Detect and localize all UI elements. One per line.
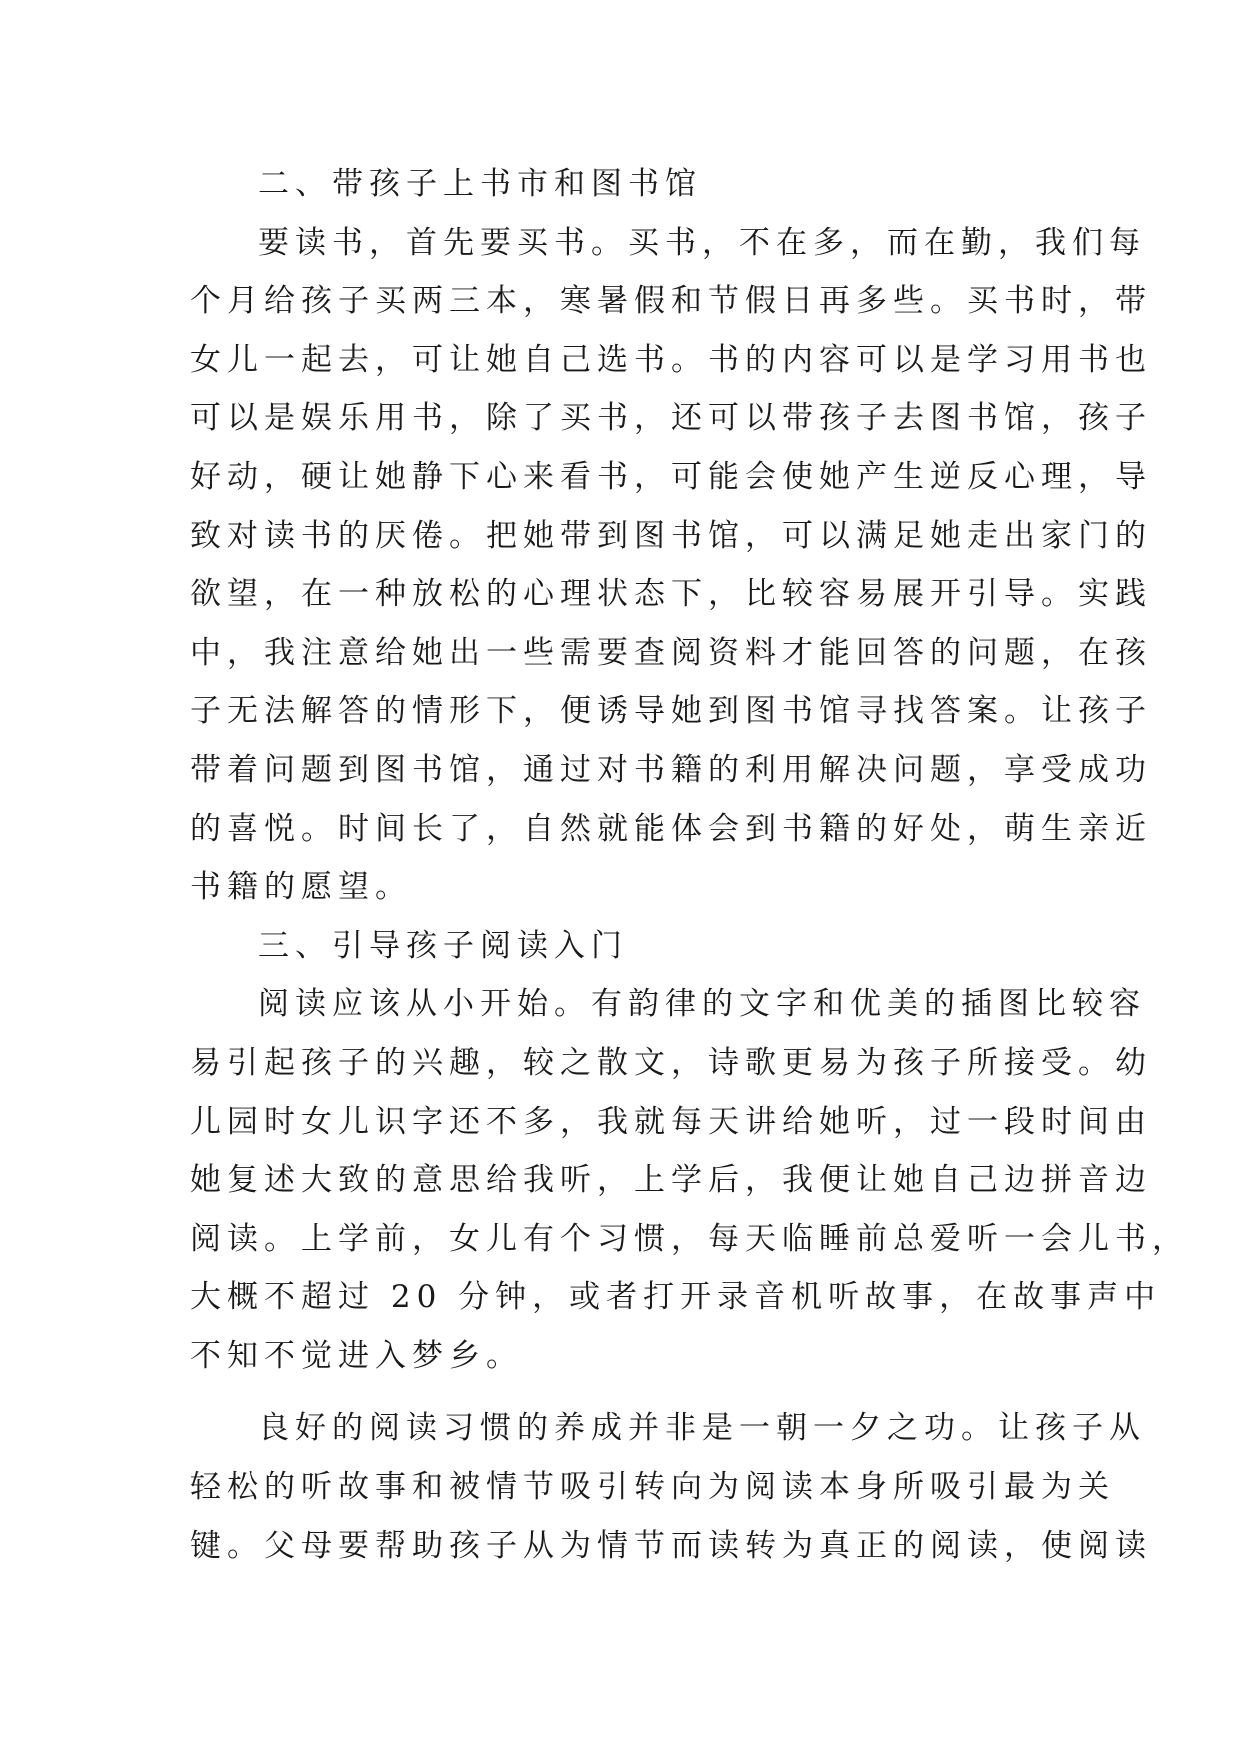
paragraph-line: 书籍的愿望。	[190, 869, 412, 906]
paragraph-line: 儿园时女儿识字还不多，我就每天讲给她听，过一段时间由	[190, 1103, 1152, 1140]
paragraph-line: 子无法解答的情形下，便诱导她到图书馆寻找答案。让孩子	[190, 693, 1152, 730]
paragraph-line: 女儿一起去，可让她自己选书。书的内容可以是学习用书也	[190, 341, 1152, 378]
paragraph-line: 阅读。上学前，女儿有个习惯，每天临睡前总爱听一会儿书，	[190, 1220, 1189, 1257]
paragraph-line: 大概不超过 20 分钟，或者打开录音机听故事，在故事声中	[190, 1279, 1162, 1316]
paragraph-line: 个月给孩子买两三本，寒暑假和节假日再多些。买书时，带	[190, 283, 1152, 320]
paragraph-line: 良好的阅读习惯的养成并非是一朝一夕之功。让孩子从	[258, 1410, 1146, 1447]
section-heading: 二、带孩子上书市和图书馆	[258, 166, 702, 202]
paragraph-line: 易引起孩子的兴趣，较之散文，诗歌更易为孩子所接受。幼	[190, 1044, 1152, 1081]
paragraph-line: 她复述大致的意思给我听，上学后，我便让她自己边拼音边	[190, 1162, 1152, 1199]
paragraph-line: 的喜悦。时间长了，自然就能体会到书籍的好处，萌生亲近	[190, 810, 1152, 847]
paragraph-line: 可以是娱乐用书，除了买书，还可以带孩子去图书馆，孩子	[190, 400, 1152, 437]
paragraph-line: 带着问题到图书馆，通过对书籍的利用解决问题，享受成功	[190, 751, 1152, 788]
paragraph-line: 欲望，在一种放松的心理状态下，比较容易展开引导。实践	[190, 576, 1152, 613]
paragraph-line: 键。父母要帮助孩子从为情节而读转为真正的阅读，使阅读	[190, 1527, 1152, 1564]
paragraph-spacer	[190, 1385, 1050, 1399]
paragraph-line: 好动，硬让她静下心来看书，可能会使她产生逆反心理，导	[190, 458, 1152, 495]
section-heading: 三、引导孩子阅读入门	[258, 927, 628, 964]
document-body	[190, 155, 1189, 1575]
paragraph-line: 要读书，首先要买书。买书，不在多，而在勤，我们每	[258, 224, 1146, 261]
paragraph-line: 不知不觉进入梦乡。	[190, 1337, 523, 1374]
paragraph-line: 轻松的听故事和被情节吸引转向为阅读本身所吸引最为关	[190, 1469, 1115, 1506]
paragraph-line: 阅读应该从小开始。有韵律的文字和优美的插图比较容	[258, 986, 1146, 1023]
paragraph-line: 致对读书的厌倦。把她带到图书馆，可以满足她走出家门的	[190, 517, 1152, 554]
paragraph-line: 中，我注意给她出一些需要查阅资料才能回答的问题，在孩	[190, 634, 1152, 671]
